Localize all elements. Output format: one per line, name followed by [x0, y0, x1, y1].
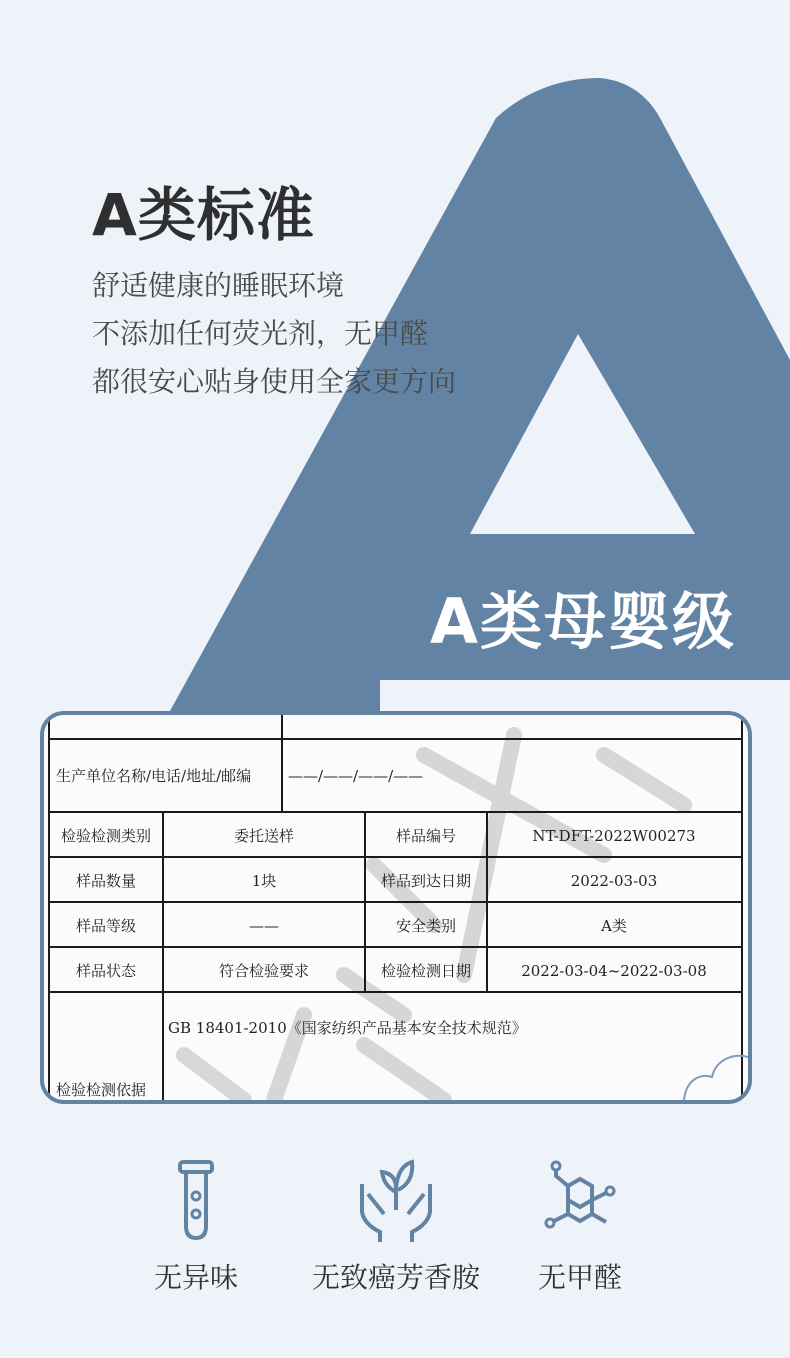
report-cell: 检验检测类别 — [60, 827, 152, 845]
feature-label: 无异味 — [153, 1261, 238, 1294]
report-cell: 样品等级 — [75, 917, 137, 935]
test-tube-icon — [164, 1158, 228, 1242]
report-cell: 样品到达日期 — [380, 872, 472, 890]
grade-label: A类母婴级 — [430, 585, 736, 658]
hero-line: 都很安心贴身使用全家更方向 — [92, 365, 457, 398]
hero-line: 不添加任何荧光剂，无甲醛 — [92, 317, 429, 350]
feature-item — [470, 1158, 690, 1296]
hero-description — [92, 262, 456, 406]
report-cell: 1块 — [251, 872, 277, 890]
report-cell: 符合检验要求 — [218, 962, 310, 980]
hero-line: 舒适健康的睡眠环境 — [92, 269, 345, 302]
feature-label: 无甲醛 — [537, 1261, 622, 1294]
report-cell: 检验检测日期 — [380, 962, 472, 980]
report-cell: 检验检测依据 — [56, 1081, 147, 1099]
page-title: A类标准 — [92, 181, 315, 249]
report-cell: ——/——/——/—— — [288, 767, 424, 785]
report-cell: 样品数量 — [75, 872, 137, 890]
report-cell: NT-DFT-2022W00273 — [532, 827, 696, 845]
report-cell: 样品状态 — [75, 962, 137, 980]
feature-label: 无致癌芳香胺 — [311, 1261, 480, 1294]
report-cell: 安全类别 — [395, 917, 457, 935]
report-cell: GB 18401-2010《国家纺织产品基本安全技术规范》 — [168, 1019, 527, 1037]
report-cell: 2022-03-03 — [570, 872, 658, 890]
report-cell: A类 — [601, 917, 627, 935]
report-cell: 样品编号 — [395, 827, 457, 845]
feature-item — [86, 1158, 306, 1296]
report-cell: 委托送样 — [233, 827, 295, 845]
molecule-icon — [538, 1158, 622, 1242]
report-cell: —— — [249, 917, 279, 935]
report-cell: 生产单位名称/电话/地址/邮编 — [56, 767, 252, 785]
hands-plant-icon — [354, 1158, 438, 1242]
feature-list — [0, 1158, 790, 1308]
test-report-table — [44, 715, 748, 1100]
report-cell: 2022-03-04~2022-03-08 — [521, 962, 707, 980]
test-report-card — [40, 711, 752, 1104]
